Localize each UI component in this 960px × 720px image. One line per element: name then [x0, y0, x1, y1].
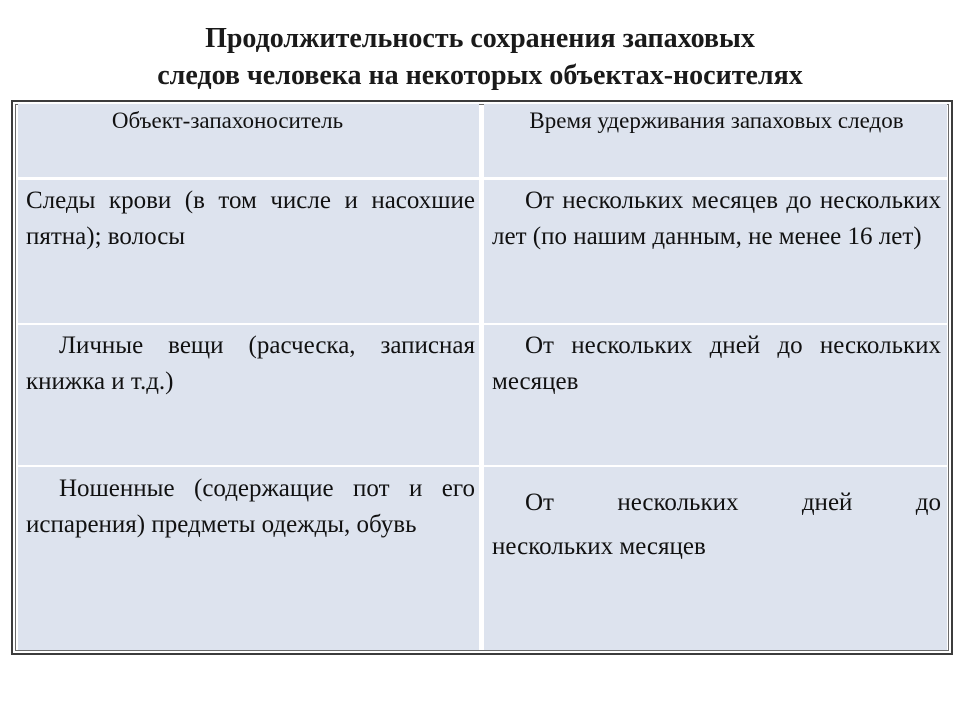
row-3-time-cell [484, 467, 947, 650]
slide-title-line-1: Продолжительность сохранения запаховых [205, 23, 755, 54]
slide-title-line-2: следов человека на некоторых объектах-носителях [157, 60, 803, 91]
row-3-time-line-2: нескольких месяцев [492, 533, 706, 560]
slide-title [0, 20, 960, 94]
row-2-object-cell: Личные вещи (расческа, записная книжка и т.д.) [18, 325, 479, 465]
header-object-cell: Объект-запахоноситель [18, 104, 479, 177]
header-time-cell: Время удерживания запаховых следов [484, 104, 947, 177]
row-1-object-cell: Следы крови (в том числе и насохшие пятна); волосы [18, 180, 479, 323]
row-3-time-line-1: От нескольких дней до [525, 489, 941, 516]
row-2-time-cell: От нескольких дней до нескольких месяцев [484, 325, 947, 465]
row-3-object-cell: Ношенные (содержащие пот и его испарения) предметы одежды, обувь [18, 467, 479, 650]
row-1-time-cell: От нескольких месяцев до нескольких лет (по нашим данным, не менее 16 лет) [484, 180, 947, 323]
